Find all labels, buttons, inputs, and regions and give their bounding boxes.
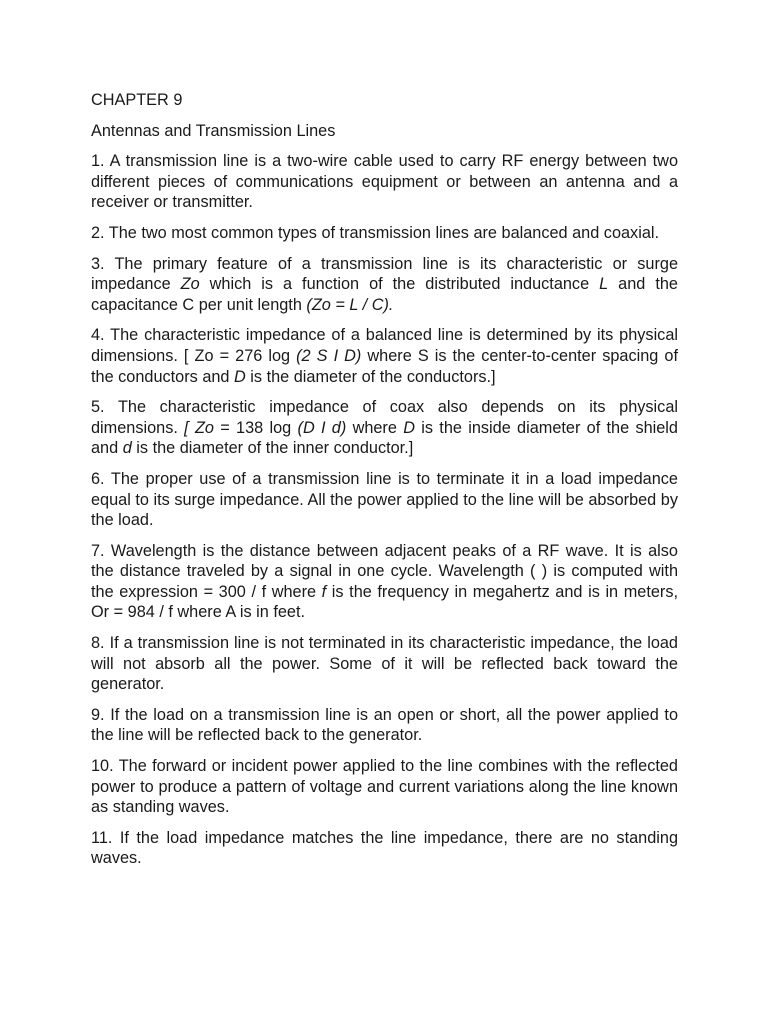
paragraph-item-7: [91, 541, 678, 623]
paragraph-item-6: [91, 469, 678, 531]
paragraph-text: 6. The proper use of a transmission line is to terminate it in a load impedance equal to its surge impedance. All the power applied to the line will be absorbed by the load.: [91, 469, 678, 530]
paragraph-text: 7. Wavelength is the distance between adjacent peaks of a RF wave. It is also the distance traveled by a signal in one cycle. Wavelength ( ) is computed with the expression = 300 / f where: [91, 541, 678, 601]
paragraph-list: [91, 151, 678, 869]
paragraph-text: 10. The forward or incident power applied to the line combines with the reflected power to produce a pattern of voltage and current variations along the line known as standing waves.: [91, 757, 678, 817]
paragraph-item-3: [91, 254, 678, 316]
paragraph-item-9: [91, 705, 678, 746]
paragraph-item-4: [91, 325, 678, 387]
paragraph-text: 11. If the load impedance matches the line impedance, there are no standing waves.: [91, 828, 678, 868]
italic-text: L: [599, 275, 609, 294]
paragraph-item-2: [91, 223, 678, 244]
paragraph-text: 9. If the load on a transmission line is an open or short, all the power applied to the line will be reflected back to the generator.: [91, 705, 678, 745]
paragraph-text: 5. The characteristic impedance of coax also depends on its physical dimensions.: [91, 398, 678, 437]
paragraph-text: is the diameter of the inner conductor.]: [131, 439, 414, 458]
paragraph-text: is the diameter of the conductors.]: [245, 367, 496, 386]
paragraph-text: 8. If a transmission line is not terminated in its characteristic impedance, the load will not absorb all the power. Some of it will be reflected back toward the generator.: [91, 634, 678, 694]
italic-text: [ Zo: [184, 418, 214, 437]
italic-text: D: [234, 367, 246, 386]
paragraph-item-5: [91, 397, 678, 459]
italic-text: Zo: [180, 275, 200, 294]
italic-text: D: [403, 418, 415, 437]
paragraph-text: 4. The characteristic impedance of a balanced line is determined by its physical dimensions. [ Zo = 276 log: [91, 326, 678, 365]
italic-text: d: [122, 439, 132, 458]
paragraph-text: is the inside diameter of the shield and: [91, 418, 678, 458]
italic-text: f: [321, 582, 327, 601]
italic-text: (2 S I D): [296, 346, 362, 365]
paragraph-text: 1. A transmission line is a two-wire cable used to carry RF energy between two different pieces of communications equipment or between an antenna and a receiver or transmitter.: [91, 152, 678, 212]
italic-text: (D I d): [297, 418, 347, 437]
chapter-title: Antennas and Transmission Lines: [91, 121, 336, 140]
paragraph-text: and the capacitance C per unit length: [91, 275, 678, 314]
paragraph-item-1: [91, 151, 678, 213]
italic-text: (Zo = L / C).: [306, 295, 394, 314]
paragraph-text: where: [346, 418, 404, 437]
paragraph-text: 3. The primary feature of a transmission line is its characteristic or surge impedance: [91, 254, 678, 294]
paragraph-text: 2. The two most common types of transmission lines are balanced and coaxial.: [91, 223, 660, 242]
chapter-heading: CHAPTER 9: [91, 91, 183, 109]
paragraph-text: = 138 log: [213, 418, 298, 437]
paragraph-item-10: [91, 756, 678, 818]
paragraph-item-8: [91, 633, 678, 695]
paragraph-text: is the frequency in megahertz and is in meters, Or = 984 / f where A is in feet.: [91, 582, 678, 622]
document-page: [91, 90, 678, 879]
paragraph-text: where S is the center-to-center spacing of the conductors and: [91, 346, 678, 386]
paragraph-text: which is a function of the distributed inductance: [199, 275, 600, 294]
paragraph-item-11: [91, 828, 678, 869]
